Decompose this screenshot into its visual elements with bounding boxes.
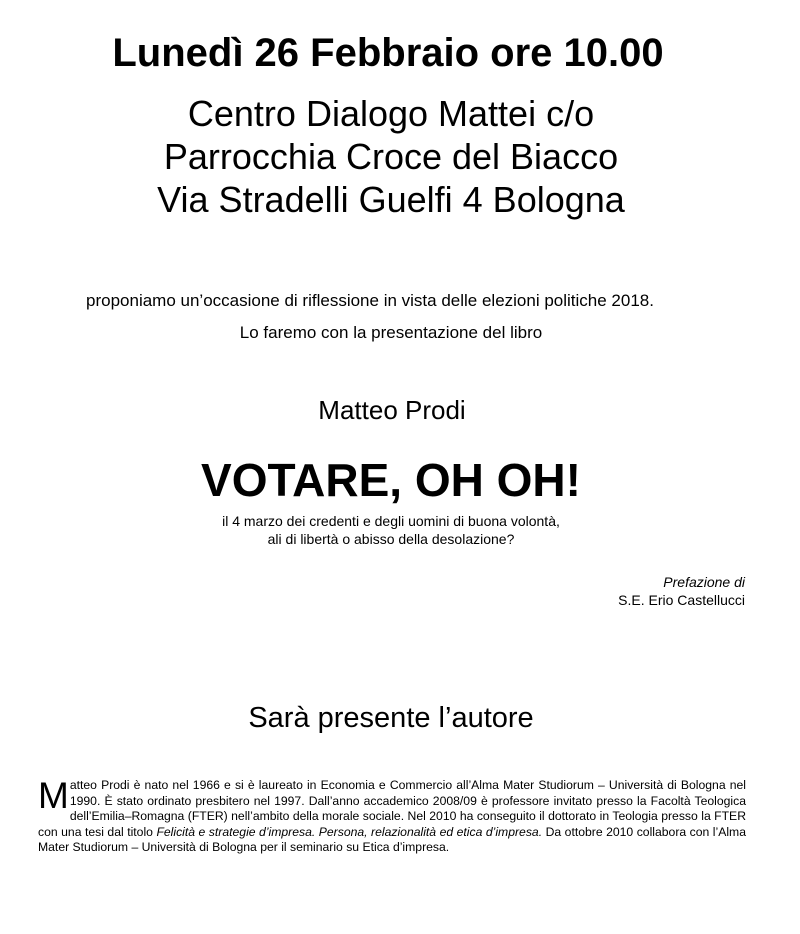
book-author: Matteo Prodi	[318, 395, 466, 425]
bio-text-part-2: Da ottobre 2010 collabora con l’Alma Mater Studiorum – Università di Bologna per il seminario su Etica d’impresa.	[38, 824, 746, 854]
bio-thesis-title: Felicità e strategie d’impresa. Persona, relazionalità ed etica d’impresa.	[156, 824, 543, 839]
venue-line-1: Centro Dialogo Mattei c/o	[187, 93, 595, 134]
event-venue	[0, 92, 791, 221]
intro-text-line-2: Lo faremo con la presentazione del libro	[239, 323, 543, 342]
book-title: VOTARE, OH OH!	[201, 454, 581, 506]
subtitle-line-2: ali di libertà o abisso della desolazione?	[267, 531, 515, 547]
subtitle-line-1: il 4 marzo dei credenti e degli uomini di buona volontà,	[222, 513, 560, 529]
intro-text-line-1: proponiamo un’occasione di riflessione in vista delle elezioni politiche 2018.	[86, 291, 654, 310]
event-date-time: Lunedì 26 Febbraio ore 10.00	[112, 31, 664, 75]
preface-credit	[618, 573, 745, 609]
author-presence-note: Sarà presente l’autore	[248, 702, 534, 734]
bio-drop-cap: M	[38, 775, 69, 816]
author-biography	[38, 775, 746, 856]
venue-line-3: Via Stradelli Guelfi 4 Bologna	[157, 179, 625, 220]
venue-line-2: Parrocchia Croce del Biacco	[163, 136, 619, 177]
book-subtitle	[0, 512, 791, 548]
preface-label: Prefazione di	[663, 574, 745, 590]
bio-text-part-1: atteo Prodi è nato nel 1966 e si è laureato in Economia e Commercio all’Alma Mater Studiorum – Università di Bologna nel 1990. È stato ordinato presbitero nel 1997. Dall’anno accademico 2008/09 è professore invitato presso la Facoltà Teologica dell’Emilia–Romagna (FTER) nell’ambito della morale sociale. Nel 2010 ha conseguito il dottorato in Teologia presso la FTER con una tesi dal titolo	[38, 778, 746, 839]
preface-author: S.E. Erio Castellucci	[618, 592, 745, 608]
